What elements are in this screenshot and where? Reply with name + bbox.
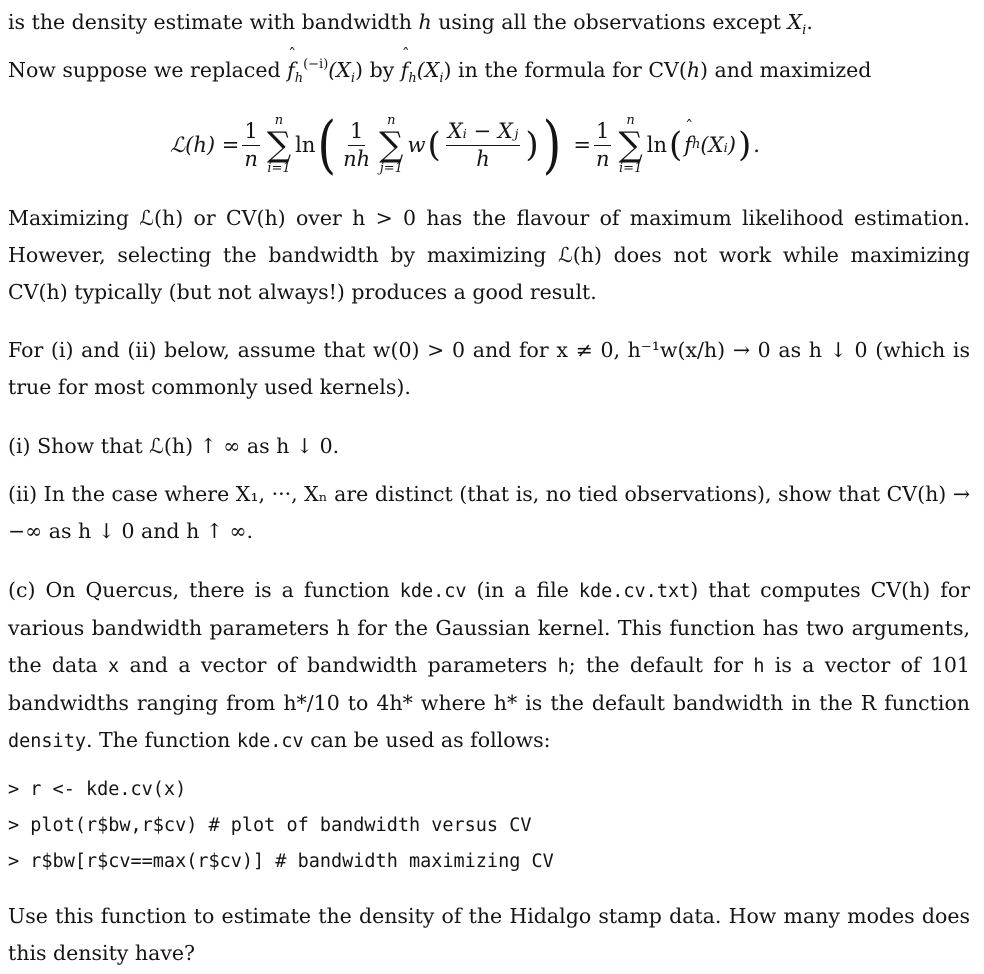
intro-line: is the density estimate with bandwidth h using all the observations except $X_i$. xyxy=(8,10,813,38)
replacement-line: Now suppose we replaced ˆ $f_h^{(-i)}(X_i)$ by ˆ $f_h(X_i)$ in the formula for CV(h) and maximized xyxy=(8,52,970,89)
eq-lhs: ℒ(h) = xyxy=(170,132,240,157)
eq-frac-1: $\frac{1}{n}$ xyxy=(244,118,258,171)
code-line-2: > plot(r$bw,r$cv) # plot of bandwidth versus CV xyxy=(8,815,532,836)
paragraph-maximizing: Maximizing ℒ(h) or CV(h) over h > 0 has the flavour of maximum likelihood estimation. However, selecting the bandwidth by maximizing ℒ(h) does not work while maximizing CV(h) typically (but not always!) produces a good result. xyxy=(8,206,970,304)
paragraph-c: (c) On Quercus, there is a function kde.cv (in a file kde.cv.txt) that computes CV(h) for various bandwidth parameters h for the Gaussian kernel. This function has two arguments, the data x and a vector of bandwidth parameters h; the default for h is a vector of 101 bandwidths ranging from h*/10 to 4h* where h* is the default bandwidth in the R function density. The function kde.cv can be used as follows: xyxy=(8,578,971,752)
paragraph-assumption: For (i) and (ii) below, assume that w(0) > 0 and for x ≠ 0, h⁻¹w(x/h) → 0 as h ↓ 0 (which is true for most commonly used kernels). xyxy=(8,338,970,399)
eq-equals: = xyxy=(573,132,591,157)
eq-ln: ln xyxy=(295,132,316,157)
eq-frac-nh: $\frac{1}{nh}$ xyxy=(343,118,371,171)
paragraph-final: Use this function to estimate the density of the Hidalgo stamp data. How many modes does this density have? xyxy=(8,904,970,965)
eq-frac-x: $\frac{\text{Xᵢ − Xⱼ}}{h}$ xyxy=(447,118,519,171)
eq-frac-2: $\frac{1}{n}$ xyxy=(595,118,610,171)
code-line-3: > r$bw[r$cv==max(r$cv)] # bandwidth maximizing CV xyxy=(8,851,554,872)
eq-sum-i: n ∑ i=1 xyxy=(266,113,292,176)
code-line-1: > r <- kde.cv(x) xyxy=(8,779,187,800)
likelihood-equation: ℒ(h) = $\frac{1}{n}$ n ∑ i=1 ln ( $\frac{1}{nh}$ n ∑ j=1 w ( $\frac{\text{Xᵢ − Xⱼ}}{h}$ ) ) = $\frac{1}{n}$ n ∑ i=1 ln ( ˆ f h (Xᵢ) ) . xyxy=(170,100,760,190)
eq-sum-i2: n ∑ i=1 xyxy=(618,113,643,176)
eq-w: w xyxy=(407,132,426,157)
item-ii: (ii) In the case where X₁, ···, Xₙ are distinct (that is, no tied observations), show that CV(h) → −∞ as h ↓ 0 and h ↑ ∞. xyxy=(8,482,970,543)
item-i: (i) Show that ℒ(h) ↑ ∞ as h ↓ 0. xyxy=(8,434,340,458)
eq-sum-j: n ∑ j=1 xyxy=(379,113,404,176)
